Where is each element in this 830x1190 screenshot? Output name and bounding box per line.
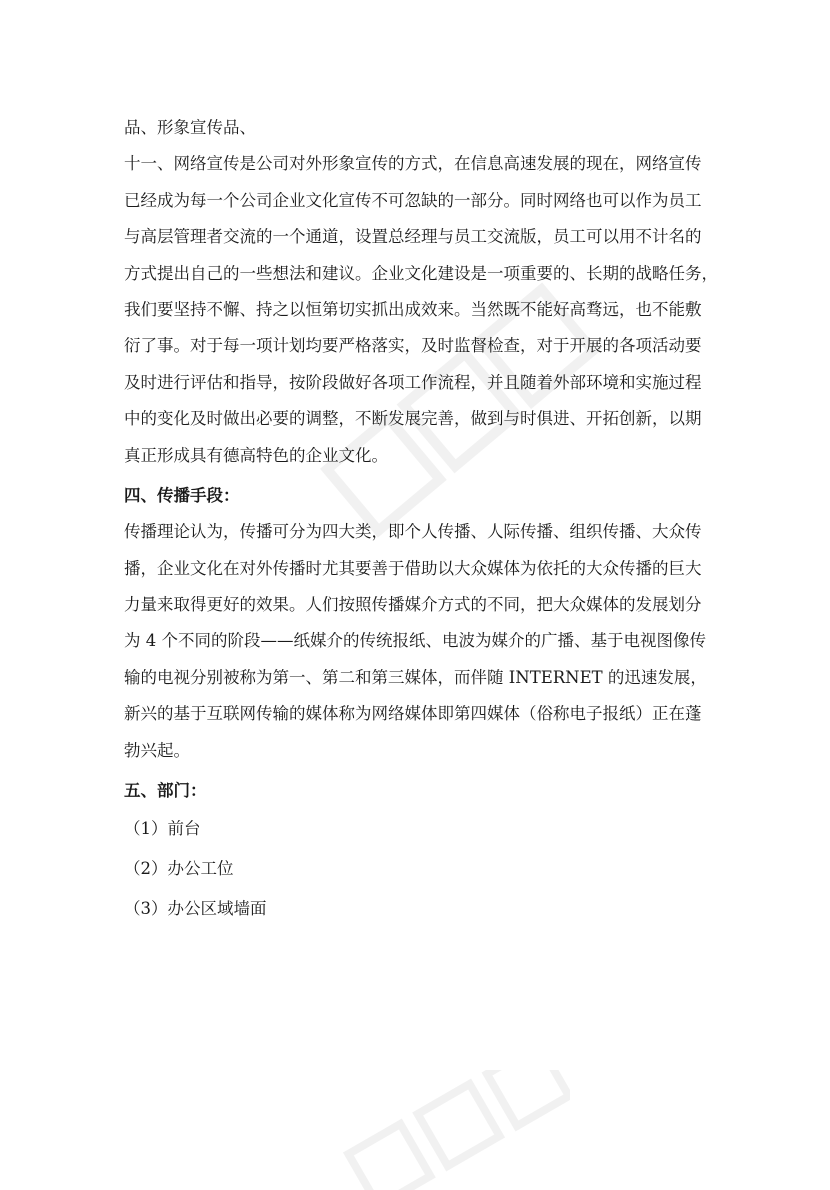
paragraph-line: 与高层管理者交流的一个通道，设置总经理与员工交流版，员工可以用不计名的 <box>124 227 702 247</box>
paragraph-line: 真正形成具有德高特色的企业文化。 <box>124 445 388 465</box>
paragraph-line: 传播理论认为，传播可分为四大类，即个人传播、人际传播、组织传播、大众传 <box>124 522 702 542</box>
paragraph-line: 衍了事。对于每一项计划均要严格落实，及时监督检查，对于开展的各项活动要 <box>124 336 702 356</box>
paragraph-line: 及时进行评估和指导，按阶段做好各项工作流程，并且随着外部环境和实施过程 <box>124 372 702 392</box>
paragraph-line: 输的电视分别被称为第一、第二和第三媒体，而伴随 INTERNET 的迅速发展， <box>124 667 707 687</box>
list-item-workstations: （2）办公工位 <box>124 859 234 879</box>
section-heading-departments: 五、部门： <box>124 781 207 801</box>
paragraph-line: 勃兴起。 <box>124 740 190 760</box>
list-item-office-walls: （3）办公区域墙面 <box>124 899 267 919</box>
document-body <box>124 110 718 929</box>
paragraph-line: 品、形象宣传品、 <box>124 118 256 137</box>
section-heading-transmission: 四、传播手段： <box>124 485 240 505</box>
paragraph-line: 已经成为每一个公司企业文化宣传不可忽缺的一部分。同时网络也可以作为员工 <box>124 190 702 210</box>
paragraph-line: 为 4 个不同的阶段——纸媒介的传统报纸、电波为媒介的广播、基于电视图像传 <box>124 631 706 651</box>
paragraph-line: 播，企业文化在对外传播时尤其要善于借助以大众媒体为依托的大众传播的巨大 <box>124 558 702 578</box>
paragraph-line: 我们要坚持不懈、持之以恒第切实抓出成效来。当然既不能好高骛远，也不能敷 <box>124 299 702 319</box>
paragraph-line: 新兴的基于互联网传输的媒体称为网络媒体即第四媒体（俗称电子报纸）正在蓬 <box>124 704 702 724</box>
paragraph-line: 中的变化及时做出必要的调整，不断发展完善，做到与时俱进、开拓创新，以期 <box>124 409 702 429</box>
list-item-front-desk: （1）前台 <box>124 819 201 839</box>
paragraph-line: 方式提出自己的一些想法和建议。企业文化建设是一项重要的、长期的战略任务， <box>124 263 718 283</box>
paragraph-line: 力量来取得更好的效果。人们按照传播媒介方式的不同，把大众媒体的发展划分 <box>124 595 702 615</box>
watermark-bottom-icon <box>330 1070 570 1190</box>
paragraph-line: 十一、网络宣传是公司对外形象宣传的方式，在信息高速发展的现在，网络宣传 <box>124 154 702 174</box>
